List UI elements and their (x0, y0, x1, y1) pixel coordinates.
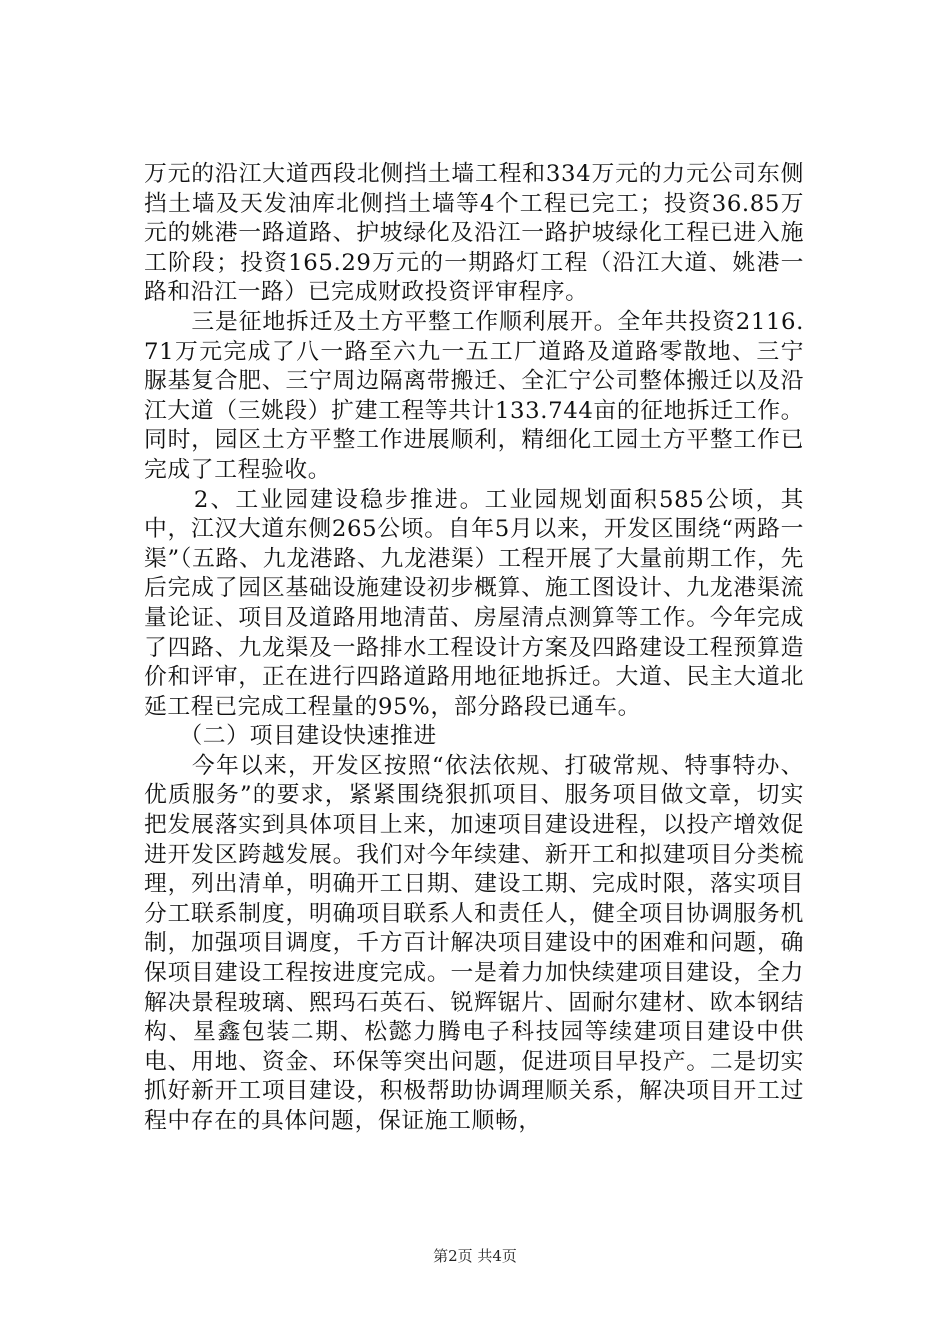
paragraph-continued-works: 万元的沿江大道西段北侧挡土墙工程和334万元的力元公司东侧挡土墙及天发油库北侧挡土墙等4个工程已完工；投资36.85万元的姚港一路道路、护坡绿化及沿江一路护坡绿化工程已进入施工阶段；投资165.29万元的一期路灯工程（沿江大道、姚港一路和沿江一路）已完成财政投资评审程序。 (144, 161, 804, 306)
section-heading-project-construction: （二）项目建设快速推进 (144, 723, 437, 750)
paragraph-project-construction: 今年以来，开发区按照“依法依规、打破常规、特事特办、优质服务”的要求，紧紧围绕狠抓项目、服务项目做文章，切实把发展落实到具体项目上来，加速项目建设进程，以投产增效促进开发区跨越发展。我们对今年续建、新开工和拟建项目分类梳理，列出清单，明确开工日期、建设工期、完成时限，落实项目分工联系制度，明确项目联系人和责任人，健全项目协调服务机制，加强项目调度，千方百计解决项目建设中的困难和问题，确保项目建设工程按进度完成。一是着力加快续建项目建设，全力解决景程玻璃、熙玛石英石、锐辉锯片、固耐尔建材、欧本钢结构、星鑫包装二期、松懿力腾电子科技园等续建项目建设中供电、用地、资金、环保等突出问题，促进项目早投产。二是切实抓好新开工项目建设，积极帮助协调理顺关系，解决项目开工过程中存在的具体问题，保证施工顺畅， (144, 752, 804, 1134)
paragraph-land-acquisition: 三是征地拆迁及土方平整工作顺利展开。全年共投资2116.71万元完成了八一路至六九一五工厂道路及道路零散地、三宁脲基复合肥、三宁周边隔离带搬迁、全汇宁公司整体搬迁以及沿江大道（三姚段）扩建工程等共计133.744亩的征地拆迁工作。同时，园区土方平整工作进展顺利，精细化工园土方平整工作已完成了工程验收。 (144, 308, 804, 483)
paragraph-industrial-park: 2、工业园建设稳步推进。工业园规划面积585公顷，其中，江汉大道东侧265公顷。自年5月以来，开发区围绕“两路一渠”（五路、九龙港路、九龙港渠）工程开展了大量前期工作，先后完成了园区基础设施建设初步概算、施工图设计、九龙港渠流量论证、项目及道路用地清苗、房屋清点测算等工作。今年完成了四路、九龙渠及一路排水工程设计方案及四路建设工程预算造价和评审，正在进行四路道路用地征地拆迁。大道、民主大道北延工程已完成工程量的95%，部分路段已通车。 (144, 486, 804, 720)
document-body (144, 160, 804, 1137)
page-footer: 第2页 共4页 (433, 1247, 517, 1265)
